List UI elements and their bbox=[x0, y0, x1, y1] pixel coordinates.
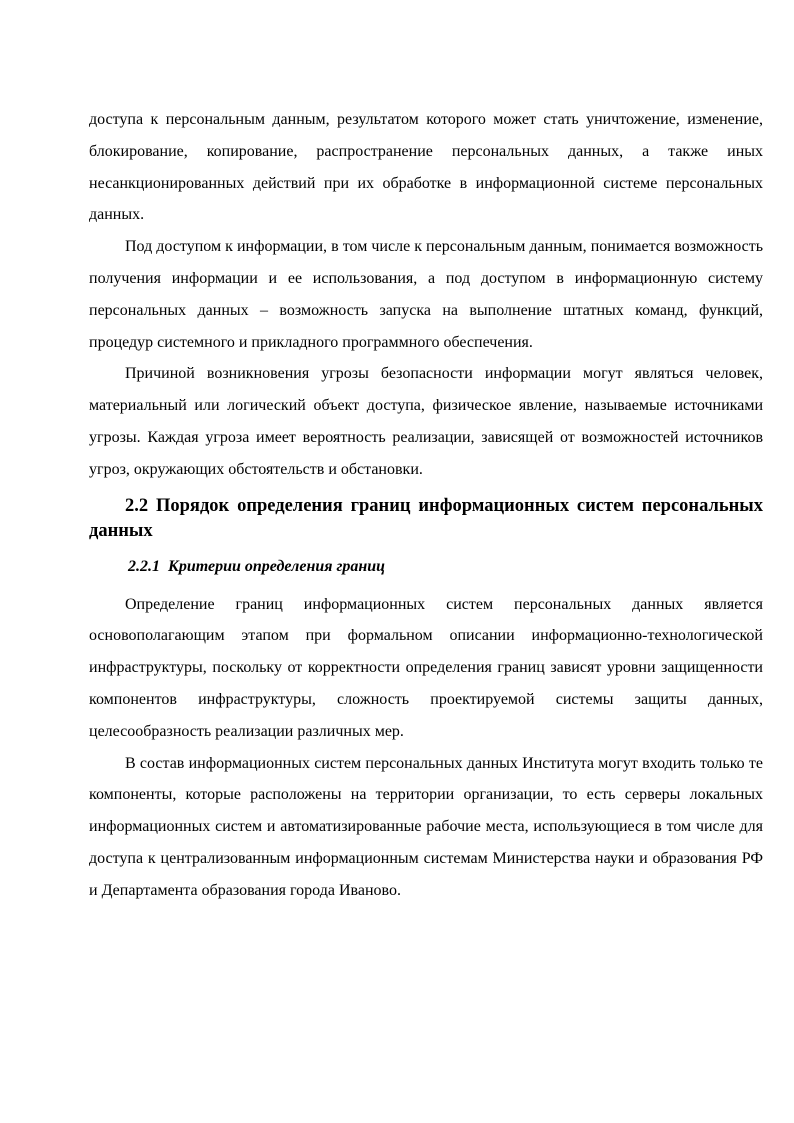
paragraph-access-definition: Под доступом к информации, в том числе к персональным данным, понимается возможность получения информации и ее использования, а под доступом в информационную систему персональных данных – возможность запуска на выполнение штатных команд, функций, процедур системного и прикладного программного обеспечения. bbox=[89, 238, 763, 351]
subsection-heading bbox=[89, 550, 763, 583]
section-number: 2.2 bbox=[125, 495, 149, 516]
paragraph-threat-sources: Причиной возникновения угрозы безопасности информации могут являться человек, материальный или логический объект доступа, физическое явление, называемые источниками угрозы. Каждая угроза имеет вероятность реализации, зависящей от возможностей источников угроз, окружающих обстоятельств и обстановки. bbox=[89, 365, 763, 478]
section-title: Порядок определения границ информационных систем персональных данных bbox=[89, 495, 763, 541]
subsection-number: 2.2.1 bbox=[128, 557, 160, 575]
paragraph-system-composition: В состав информационных систем персональных данных Института могут входить только те компоненты, которые расположены на территории организации, то есть серверы локальных информационных систем и автоматизированные рабочие места, использующиеся в том числе для доступа к централизованным информационным системам Министерства науки и образования РФ и Департамента образования города Иваново. bbox=[89, 754, 763, 899]
subsection-title: Критерии определения границ bbox=[168, 557, 386, 575]
paragraph-threat-definition-end: доступа к персональным данным, результатом которого может стать уничтожение, изменение, блокирование, копирование, распространение персональных данных, а также иных несанкционированных действий при их обработке в информационной системе персональных данных. bbox=[89, 111, 763, 224]
section-heading bbox=[89, 494, 763, 544]
paragraph-boundary-definition: Определение границ информационных систем персональных данных является основополагающим этапом при формальном описании информационно-технологической инфраструктуры, поскольку от корректности определения границ зависят уровни защищенности компонентов инфраструктуры, сложность проектируемой системы защиты данных, целесообразность реализации различных мер. bbox=[89, 595, 763, 740]
document-page bbox=[89, 104, 763, 907]
